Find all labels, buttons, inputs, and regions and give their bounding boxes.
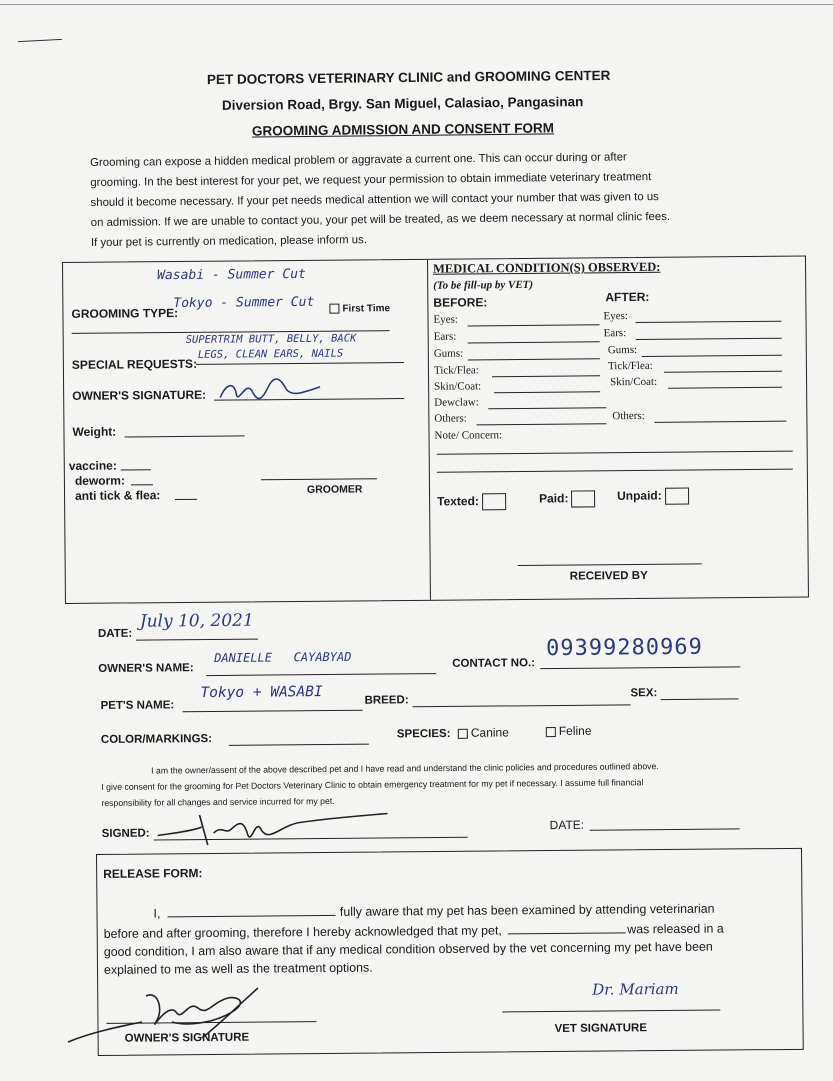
contact-value: 09399280969 [545, 634, 703, 662]
after-skincoat: Skin/Coat: [610, 375, 658, 389]
feline-option[interactable] [543, 724, 592, 738]
release-title: RELEASE FORM: [103, 866, 203, 881]
before-ears: Ears: [433, 330, 457, 343]
contact-line [540, 666, 740, 669]
before-skincoat: Skin/Coat: [434, 380, 482, 393]
before-tickflea: Tick/Flea: [433, 364, 479, 377]
vet-signature-line [502, 1010, 720, 1013]
weight-label: Weight: [72, 424, 117, 439]
date-value: July 10, 2021 [139, 610, 254, 632]
canine-option[interactable] [455, 725, 509, 739]
release-owner-signature-scribble [62, 982, 262, 1052]
clinic-address: Diversion Road, Brgy. San Miguel, Calasiao, Pangasinan [221, 94, 584, 113]
species-label: SPECIES: [396, 727, 451, 741]
date-label: DATE: [97, 627, 133, 641]
form-title: GROOMING ADMISSION AND CONSENT FORM [251, 120, 555, 139]
grooming-type-value-2: Tokyo - Summer Cut [173, 294, 315, 312]
pet-name-line [183, 710, 363, 713]
owner-signature-release-label: OWNER'S SIGNATURE [124, 1031, 250, 1045]
intro-line: Grooming can expose a hidden medical problem or aggravate a current one. This can occur during or after [90, 151, 627, 169]
feline-label: Feline [558, 723, 592, 738]
intro-line: grooming. In the best interest for your pet, we request your permission to obtain immediate veterinary treatment [90, 171, 652, 189]
after-ears: Ears: [603, 327, 627, 340]
medical-title: MEDICAL CONDITION(S) OBSERVED: [433, 259, 661, 276]
release-line-3: good condition, I am also aware that if any medical condition observed by the vet concerning my pet have been [103, 939, 713, 959]
intro-line: If your pet is currently on medication, please inform us. [90, 234, 368, 249]
sex-line [661, 698, 739, 700]
after-tickflea: Tick/Flea: [607, 359, 653, 373]
canine-label: Canine [470, 725, 509, 740]
consent-line-3: responsibility for all changes and service incurred for my pet. [101, 795, 335, 808]
sex-label: SEX: [630, 687, 658, 700]
first-time-label: First Time [342, 303, 391, 315]
feline-checkbox[interactable] [546, 727, 556, 737]
vet-signature-label: VET SIGNATURE [554, 1022, 648, 1036]
owner-name-line [206, 673, 436, 676]
intro-line: should it become necessary. If your pet needs medical attention we will contact your number that was given to us [90, 191, 659, 209]
vaccine-label: vaccine: [68, 458, 117, 473]
texted-label: Texted: [437, 494, 479, 509]
consent-line-2: I give consent for the grooming for Pet Doctors Veterinary Clinic to obtain emergency treatment for my pet if necessary. I assume full financial [101, 777, 644, 792]
release-line-2 [104, 922, 724, 941]
grooming-type-label: GROOMING TYPE: [71, 305, 179, 321]
note-concern: Note/ Concern: [434, 429, 503, 442]
pet-name-value: Tokyo + WASABI [200, 684, 323, 702]
release-i: I, [153, 906, 161, 921]
special-requests-value-2: LEGS, CLEAN EARS, NAILS [197, 347, 344, 361]
consent-date-label: DATE: [549, 817, 585, 833]
canine-checkbox[interactable] [458, 729, 468, 739]
after-gums: Gums: [607, 343, 638, 357]
after-label: AFTER: [605, 289, 650, 305]
release-line-4: explained to me as well as the treatment options. [103, 960, 373, 977]
unpaid-label: Unpaid: [617, 488, 662, 503]
consent-line-1: I am the owner/assent of the above described pet and I have read and understand the clinic policies and procedures outlined above. [151, 761, 659, 776]
date-line [136, 639, 258, 641]
release-line-2-end: was released in a [627, 921, 724, 937]
received-by-label: RECEIVED BY [569, 569, 648, 583]
after-eyes: Eyes: [603, 310, 628, 323]
pet-name-label: PET'S NAME: [100, 699, 175, 712]
before-others: Others: [434, 412, 467, 425]
before-eyes: Eyes: [433, 313, 459, 326]
special-requests-value-1: SUPERTRIM BUTT, BELLY, BACK [185, 332, 357, 346]
breed-line [413, 704, 631, 707]
before-gums: Gums: [433, 347, 464, 360]
groomer-label: GROOMER [306, 483, 363, 496]
clinic-name: PET DOCTORS VETERINARY CLINIC and GROOMING CENTER [206, 67, 611, 88]
after-others: Others: [612, 409, 645, 423]
release-line-2-text: before and after grooming, therefore I hereby acknowledged that my pet, [103, 923, 502, 941]
before-label: BEFORE: [433, 295, 488, 310]
breed-label: BREED: [364, 694, 409, 707]
vet-signature-value: Dr. Mariam [592, 979, 679, 999]
release-line-1-text: fully aware that my pet has been examined by attending veterinarian [339, 901, 715, 919]
consent-date-line [590, 828, 740, 830]
medical-subtitle: (To be fill-up by VET) [433, 278, 534, 292]
intro-line: on admission. If we are unable to contact you, your pet will be treated, as we deem necessary at normal clinic fees. [90, 210, 671, 229]
owner-name-value: DANIELLE CAYABYAD [214, 649, 352, 666]
color-markings-line [229, 744, 369, 746]
signed-signature-scribble [151, 803, 391, 855]
release-line-1 [103, 902, 714, 921]
special-requests-label: SPECIAL REQUESTS: [71, 356, 198, 372]
contact-label: CONTACT NO.: [452, 657, 536, 670]
antitick-label: anti tick & flea: [74, 488, 161, 503]
before-dewclaw: Dewclaw: [434, 396, 479, 409]
color-markings-label: COLOR/MARKINGS: [100, 733, 213, 746]
deworm-label: deworm: [74, 473, 125, 488]
signed-label: SIGNED: [101, 827, 150, 840]
grooming-type-value-1: Wasabi - Summer Cut [157, 266, 306, 284]
owner-name-label: OWNER'S NAME: [98, 662, 194, 676]
owner-signature-label: OWNER'S SIGNATURE: [72, 387, 207, 403]
paid-label: Paid: [539, 491, 569, 506]
